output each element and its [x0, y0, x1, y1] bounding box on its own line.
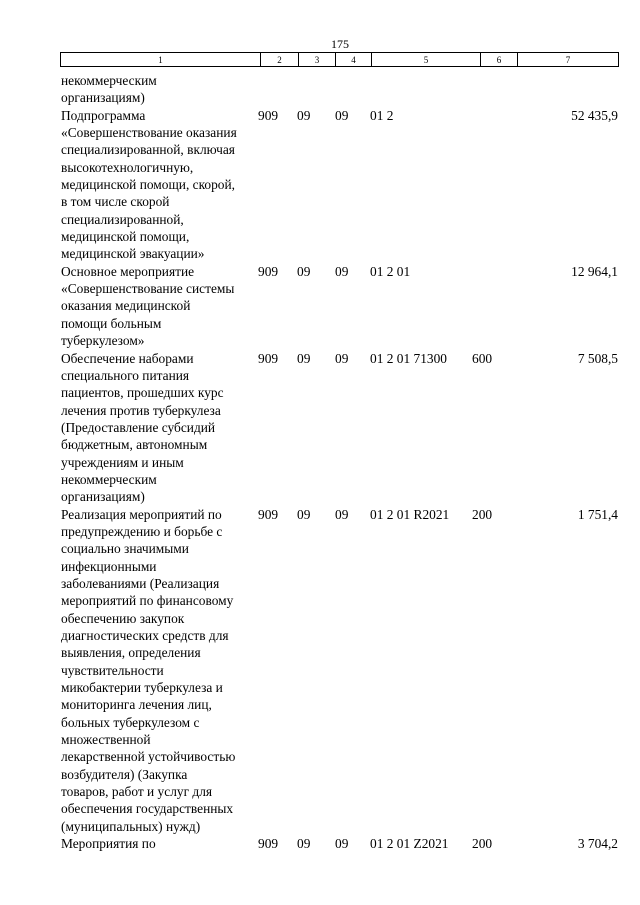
row-target-article: 01 2 01 71300 [370, 350, 447, 366]
row-subsection: 09 [335, 107, 349, 123]
row-subsection: 09 [335, 350, 349, 366]
row-target-article [370, 72, 472, 107]
row-description: Реализация мероприятий по предупреждению и борьбе с социально значимыми инфекционными заболеваниями (Реализация мероприятий по финансовому обеспечению закупок диагностических средств для выявления, определения чувствительности микобактерии туберкулеза и мониторинга лечения лиц, больных туберкулезом с множественной лекарственной устойчивостью возбудителя) (Закупка товаров, работ и услуг для обеспечения государственных (муниципальных) нужд) [61, 506, 236, 834]
row-description: некоммерческим организациям) [61, 73, 157, 106]
table-row [61, 263, 618, 350]
row-section: 09 [297, 836, 311, 852]
header-col-5: 5 [372, 53, 481, 67]
row-amount: 7 508,5 [577, 350, 618, 366]
row-description: Мероприятия по [61, 836, 156, 852]
table-body [61, 72, 618, 852]
table-row [61, 107, 618, 263]
row-expense-type [472, 263, 512, 350]
table-row [61, 350, 618, 506]
row-expense-type: 200 [472, 836, 493, 852]
table-row [61, 72, 618, 107]
row-subsection: 09 [335, 263, 349, 279]
row-ministry-code [258, 72, 297, 107]
row-ministry-code: 909 [258, 263, 279, 279]
row-section: 09 [297, 350, 311, 366]
row-expense-type: 200 [472, 506, 493, 522]
row-expense-type [472, 107, 512, 263]
table-row [61, 506, 618, 836]
row-description: Подпрограмма «Совершенствование оказания специализированной, включая высокотехнологичную, медицинской помощи, скорой, в том числе скорой специализированной, медицинской помощи, медицинской эвакуации» [61, 107, 237, 262]
page-number: 175 [331, 37, 349, 51]
header-col-1: 1 [61, 53, 261, 67]
row-expense-type [472, 72, 512, 107]
row-target-article: 01 2 01 R2021 [370, 506, 450, 522]
row-section: 09 [297, 107, 311, 123]
row-target-article: 01 2 01 [370, 263, 411, 279]
row-expense-type: 600 [472, 350, 493, 366]
row-amount [512, 72, 618, 107]
row-section: 09 [297, 263, 311, 279]
row-amount: 3 704,2 [577, 836, 618, 852]
row-subsection: 09 [335, 506, 349, 522]
row-target-article: 01 2 [370, 107, 394, 123]
header-col-7: 7 [518, 53, 619, 67]
row-ministry-code: 909 [258, 506, 279, 522]
header-col-6: 6 [481, 53, 518, 67]
table-row [61, 835, 618, 852]
header-col-4: 4 [336, 53, 372, 67]
header-col-2: 2 [261, 53, 299, 67]
row-description: Обеспечение наборами специального питания пациентов, прошедших курс лечения против туберкулеза (Предоставление субсидий бюджетным, автономным учреждениям и иным некоммерческим организациям) [61, 350, 224, 505]
row-subsection [335, 72, 370, 107]
row-ministry-code: 909 [258, 836, 279, 852]
row-ministry-code: 909 [258, 107, 279, 123]
row-amount: 1 751,4 [577, 506, 618, 522]
row-amount: 52 435,9 [571, 107, 618, 123]
row-section: 09 [297, 506, 311, 522]
row-section [297, 72, 335, 107]
row-description: Основное мероприятие «Совершенствование системы оказания медицинской помощи больным туберкулезом» [61, 263, 235, 349]
row-amount: 12 964,1 [571, 263, 618, 279]
row-subsection: 09 [335, 836, 349, 852]
header-col-3: 3 [299, 53, 336, 67]
row-ministry-code: 909 [258, 350, 279, 366]
table-header [60, 52, 619, 67]
row-target-article: 01 2 01 Z2021 [370, 836, 449, 852]
